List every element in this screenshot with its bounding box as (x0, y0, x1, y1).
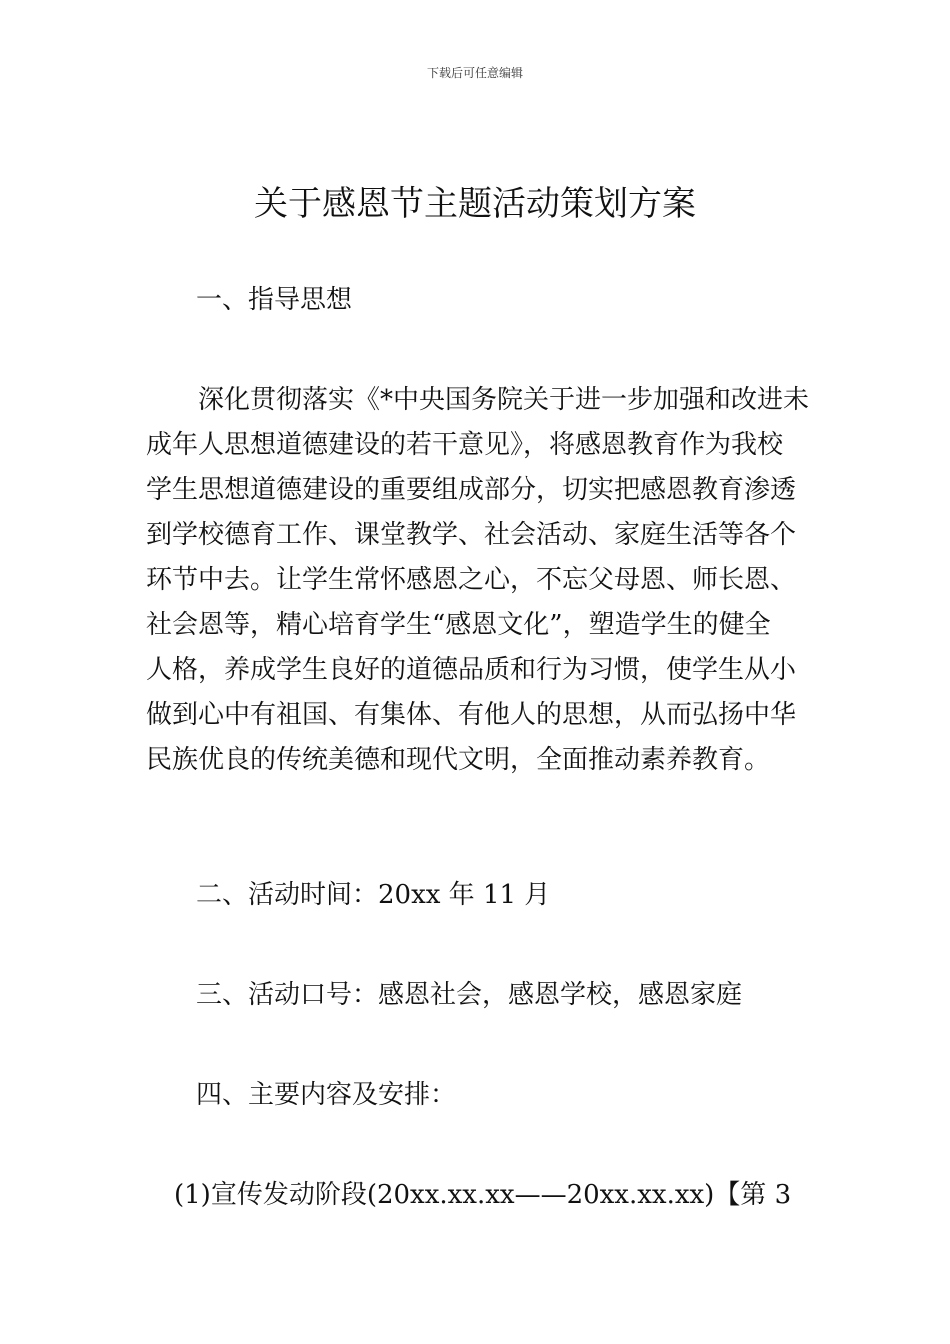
paragraph-line: 做到心中有祖国、有集体、有他人的思想，从而弘扬中华 (146, 700, 797, 730)
section-heading-activity-slogan: 三、活动口号：感恩社会，感恩学校，感恩家庭 (196, 980, 743, 1010)
paragraph-line: 社会恩等，精心培育学生“感恩文化”，塑造学生的健全 (146, 610, 771, 640)
paragraph-line: 人格，养成学生良好的道德品质和行为习惯，使学生从小 (146, 655, 797, 685)
section1-paragraph (146, 378, 808, 783)
section-heading-content-arrangement: 四、主要内容及安排： (196, 1080, 457, 1110)
paragraph-line: 成年人思想道德建设的若干意见》，将感恩教育作为我校 (146, 430, 784, 460)
phase-item-publicity: (1)宣传发动阶段(20xx.xx.xx——20xx.xx.xx)【第 3 (174, 1180, 792, 1210)
header-note: 下载后可任意编辑 (426, 66, 523, 80)
paragraph-line: 深化贯彻落实《*中央国务院关于进一步加强和改进未 (198, 385, 810, 415)
paragraph-line: 学生思想道德建设的重要组成部分，切实把感恩教育渗透 (146, 475, 797, 505)
section-heading-activity-time: 二、活动时间：20xx 年 11 月 (196, 880, 551, 910)
paragraph-line: 环节中去。让学生常怀感恩之心，不忘父母恩、师长恩、 (146, 565, 797, 595)
section-heading-guiding-ideology: 一、指导思想 (196, 285, 353, 315)
paragraph-line: 民族优良的传统美德和现代文明，全面推动素养教育。 (146, 745, 771, 775)
document-title: 关于感恩节主题活动策划方案 (254, 184, 696, 224)
paragraph-line: 到学校德育工作、课堂教学、社会活动、家庭生活等各个 (146, 520, 797, 550)
